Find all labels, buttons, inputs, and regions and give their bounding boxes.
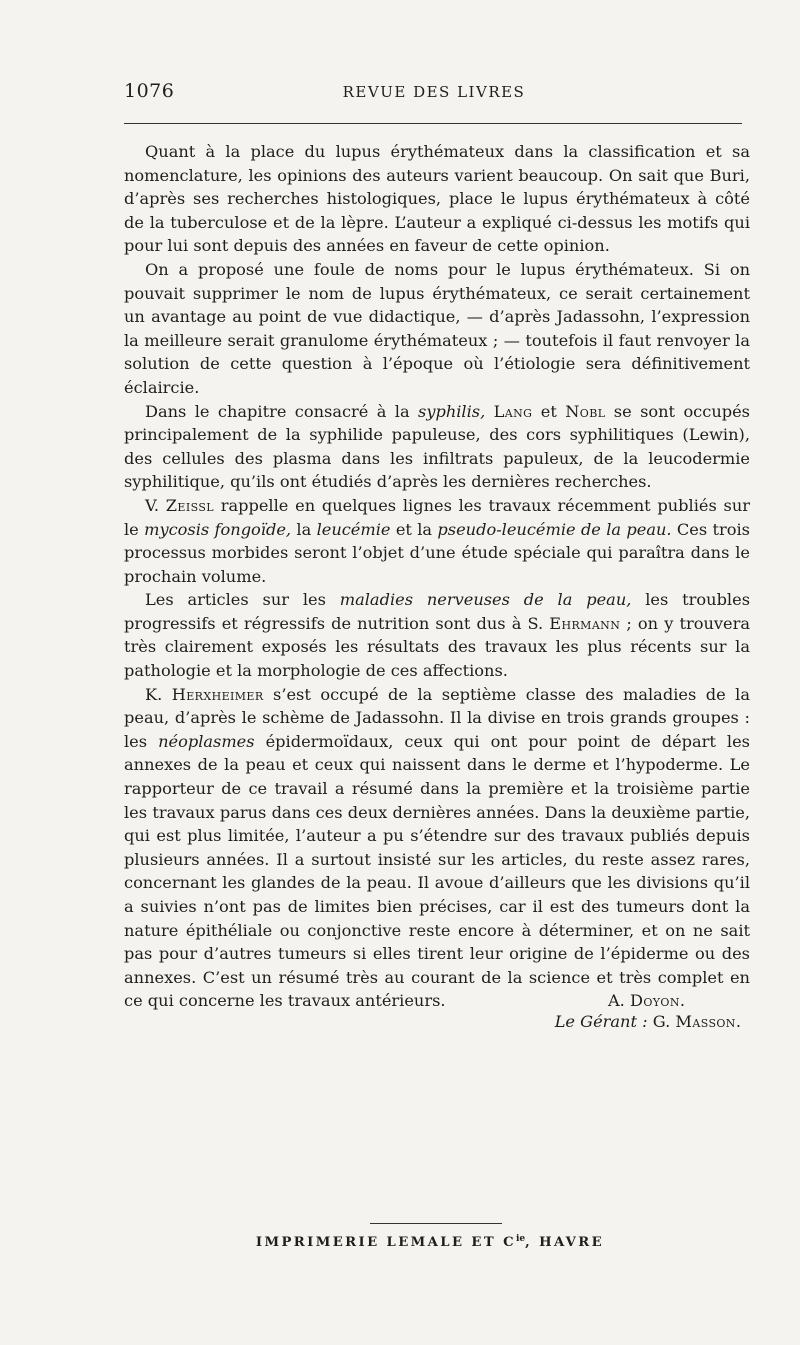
italic-term: pseudo-leucémie de la peau.	[437, 519, 672, 539]
text-run: la	[291, 519, 317, 539]
page-number: 1076	[124, 80, 175, 102]
text-run: les troubles progressifs et régressifs de nutrition sont dus à S.	[124, 590, 750, 633]
signature-end: .	[679, 991, 685, 1011]
text-run: rappelle en quelques lignes les travaux récemment publiés sur le	[124, 495, 750, 539]
author-name: Zeissl	[165, 495, 214, 515]
paragraph-syphilis	[124, 400, 750, 494]
italic-term: leucémie	[316, 519, 391, 539]
text-run: épidermoïdaux, ceux qui ont pour point de départ les annexes de la peau et ceux qui naissent dans le derme et l’hypoderme. Le rapporteur de ce travail a résumé dans la première et la troisième partie les travaux parus dans ces deux dernières années. Dans la deuxième partie, qui est plus limitée, l’auteur a pu s’étendre sur des travaux publiés depuis plusieurs années. Il a surtout insisté sur les articles, du reste assez rares, concernant les glandes de la peau. Il avoue d’ailleurs que les divisions qu’il a suivies n’ont pas de limites bien précises, car il est des tumeurs dont la nature épithéliale ou conjonctive reste encore à déterminer, et on ne sait pas pour d’autres tumeurs si elles tirent leur origine de l’épiderme ou des annexes. C’est un résumé très au courant de la science et très complet en ce qui concerne les travaux antérieurs.	[124, 731, 750, 1011]
text-run: se sont occupés principalement de la syphilide papuleuse, des cors syphilitiques (Lewin), des cellules des plasma dans les infiltrats papuleux, de la leucodermie syphilitique, qu’ils ont étudiés d’après les dernières recherches.	[124, 401, 750, 492]
author-name: Lang	[493, 401, 533, 421]
gerant-label: Le Gérant :	[554, 1012, 648, 1031]
imprint-text: IMPRIMERIE LEMALE ET C	[255, 1235, 516, 1250]
italic-term: maladies nerveuses de la peau,	[339, 590, 632, 610]
italic-term: néoplasmes	[158, 731, 255, 751]
imprint-end: , HAVRE	[525, 1235, 605, 1250]
paragraph-lupus-classification: Quant à la place du lupus érythémateux dans la classification et sa nomenclature, les opinions des auteurs varient beaucoup. On sait que Buri, d’après ses recherches histologiques, place le lupus érythémateux à côté de la tuberculose et de la lèpre. L’auteur a expliqué ci-dessus les motifs qui pour lui sont depuis des années en faveur de cette opinion.	[124, 142, 750, 256]
italic-term: syphilis,	[418, 401, 486, 421]
signature-name: Doyon	[629, 991, 680, 1011]
review-signature	[587, 989, 750, 1013]
author-name: Herxheimer	[171, 684, 264, 704]
gerant-line	[124, 1012, 741, 1031]
paragraph-mycosis	[124, 494, 750, 588]
text-run: Dans le chapitre consacré à la	[145, 401, 419, 421]
author-name: Ehrmann	[549, 613, 621, 633]
text-run: et la	[390, 519, 438, 539]
signature-initial: A.	[607, 991, 630, 1011]
article-body	[124, 140, 750, 1013]
text-run: V.	[145, 495, 166, 515]
page-header	[124, 80, 744, 110]
text-run: K.	[145, 684, 172, 704]
text-run: s’est occupé de la septième classe des maladies de la peau, d’après le schème de Jadassohn. Il la divise en trois grands groupes : les	[124, 684, 750, 751]
author-name: Nobl	[565, 401, 606, 421]
running-title: REVUE DES LIVRES	[342, 83, 526, 101]
text-run: ; on y trouvera très clairement exposés les résultats des travaux les plus récents sur la pathologie et la morphologie de ces affections.	[124, 613, 750, 681]
footer-rule	[370, 1223, 502, 1224]
text-run: Les articles sur les	[145, 590, 340, 610]
text-run	[485, 402, 493, 421]
gerant-name: Masson	[675, 1012, 736, 1031]
header-rule	[124, 123, 742, 124]
text-run: et	[532, 401, 566, 421]
paragraph-lupus-nomenclature: On a proposé une foule de noms pour le lupus érythémateux. Si on pouvait supprimer le nom de lupus érythémateux, ce serait certainement un avantage au point de vue didactique, — d’après Jadassohn, l’expression la meilleure serait granulome érythémateux ; — toutefois il faut renvoyer la solution de cette question à l’époque où l’étiologie sera définitivement éclaircie.	[124, 259, 750, 397]
printer-imprint	[0, 1234, 800, 1250]
paragraph-neoplasms	[124, 683, 750, 1013]
paragraph-nervous-diseases	[124, 588, 750, 682]
text-run: Ces trois processus morbides seront l’objet d’une étude spéciale qui paraîtra dans le prochain volume.	[124, 519, 750, 586]
gerant-end: .	[735, 1012, 741, 1031]
gerant-space: G.	[647, 1012, 676, 1031]
italic-term: mycosis fongoïde,	[144, 519, 292, 539]
imprint-superscript: ie	[515, 1234, 526, 1244]
